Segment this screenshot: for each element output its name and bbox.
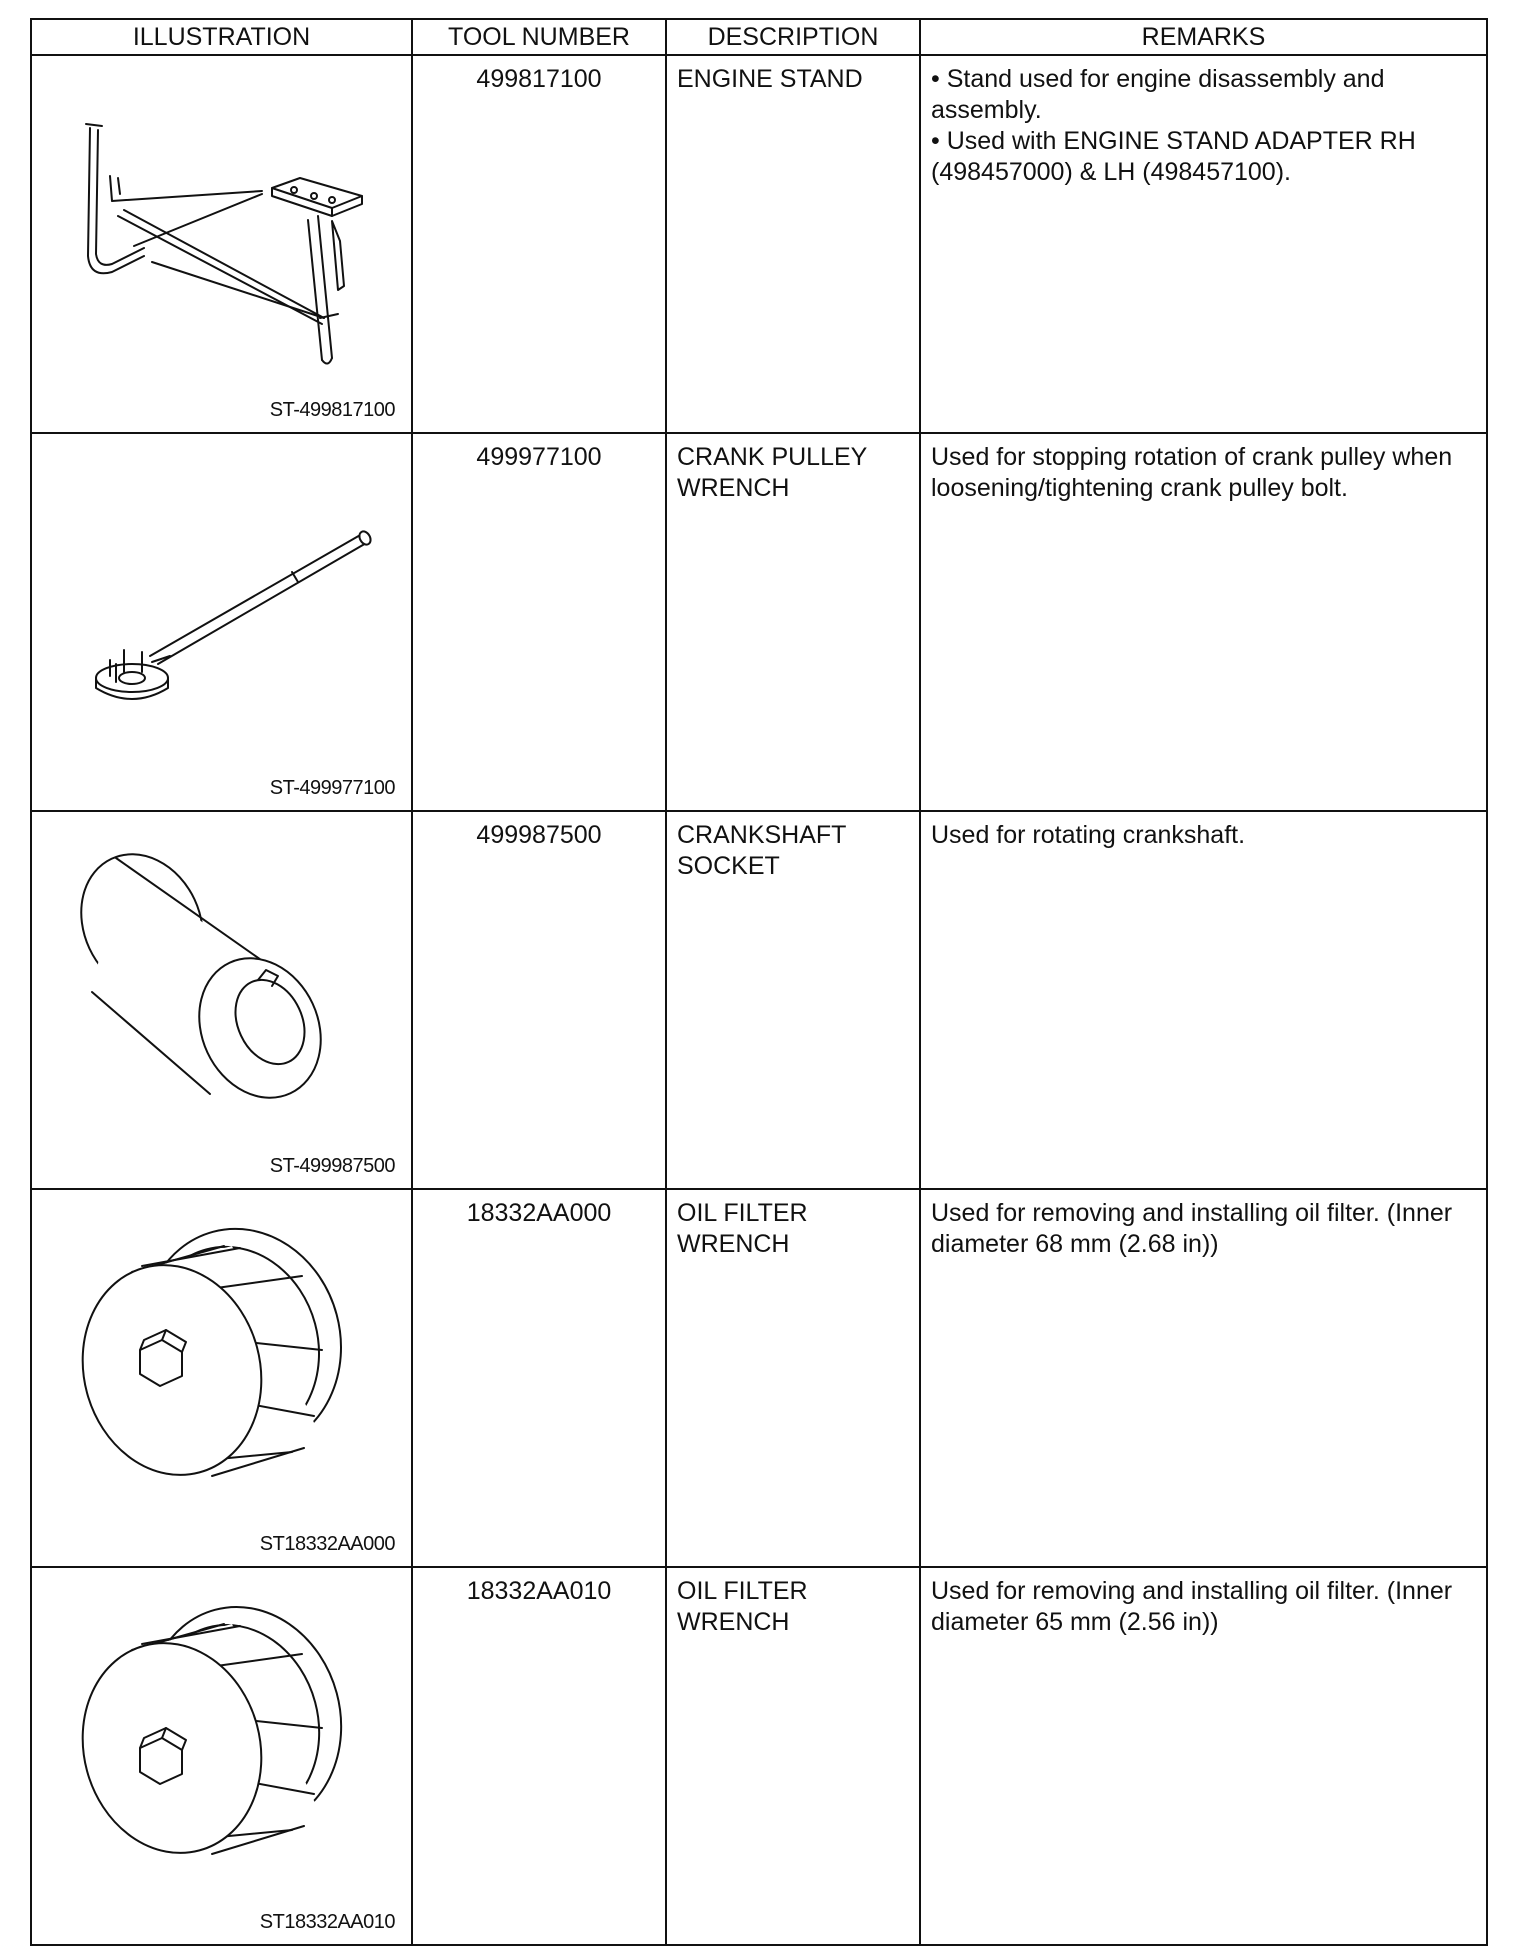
crankshaft-socket-icon [32,812,413,1180]
remarks-cell [920,811,1487,1189]
description-cell: CRANKSHAFT SOCKET [666,811,920,1189]
illustration-cell [31,811,412,1189]
remark-line: • Stand used for engine disassembly and assembly. [931,65,1385,124]
description-cell: OIL FILTER WRENCH [666,1567,920,1945]
tool-number-cell: 499977100 [412,433,666,811]
remarks-cell [920,55,1487,433]
header-row [31,19,1487,55]
table-row [31,811,1487,1189]
illustration-cell [31,1567,412,1945]
crank-pulley-wrench-icon [32,434,413,802]
table-row [31,1567,1487,1945]
illustration-cell [31,1189,412,1567]
remarks-cell [920,1189,1487,1567]
remarks-cell [920,1567,1487,1945]
header-illustration: ILLUSTRATION [31,19,412,55]
table-row [31,433,1487,811]
illustration-code: ST18332AA010 [259,1911,395,1933]
illustration-cell [31,55,412,433]
tool-number-cell: 18332AA000 [412,1189,666,1567]
illustration-cell [31,433,412,811]
illustration-code: ST-499817100 [269,399,395,421]
tool-number-cell: 499817100 [412,55,666,433]
illustration-code: ST-499987500 [269,1155,395,1177]
description-cell: OIL FILTER WRENCH [666,1189,920,1567]
remarks-cell [920,433,1487,811]
description-cell: ENGINE STAND [666,55,920,433]
engine-stand-icon [32,56,413,424]
header-tool-number: TOOL NUMBER [412,19,666,55]
oil-filter-wrench-icon [32,1568,413,1936]
tool-number-cell: 18332AA010 [412,1567,666,1945]
tool-number-cell: 499987500 [412,811,666,1189]
description-cell: CRANK PULLEY WRENCH [666,433,920,811]
remark-line: Used for removing and installing oil filter. (Inner diameter 65 mm (2.56 in)) [931,1577,1453,1636]
remark-line: Used for removing and installing oil filter. (Inner diameter 68 mm (2.68 in)) [931,1199,1453,1258]
special-tools-table [30,18,1488,1946]
header-remarks: REMARKS [920,19,1487,55]
oil-filter-wrench-icon [32,1190,413,1558]
illustration-code: ST18332AA000 [259,1533,395,1555]
remark-line: • Used with ENGINE STAND ADAPTER RH (498457000) & LH (498457100). [931,127,1416,186]
table-row [31,55,1487,433]
remark-line: Used for stopping rotation of crank pulley when loosening/tightening crank pulley bolt. [931,443,1453,502]
header-description: DESCRIPTION [666,19,920,55]
table-row [31,1189,1487,1567]
illustration-code: ST-499977100 [269,777,395,799]
remark-line: Used for rotating crankshaft. [931,821,1246,849]
